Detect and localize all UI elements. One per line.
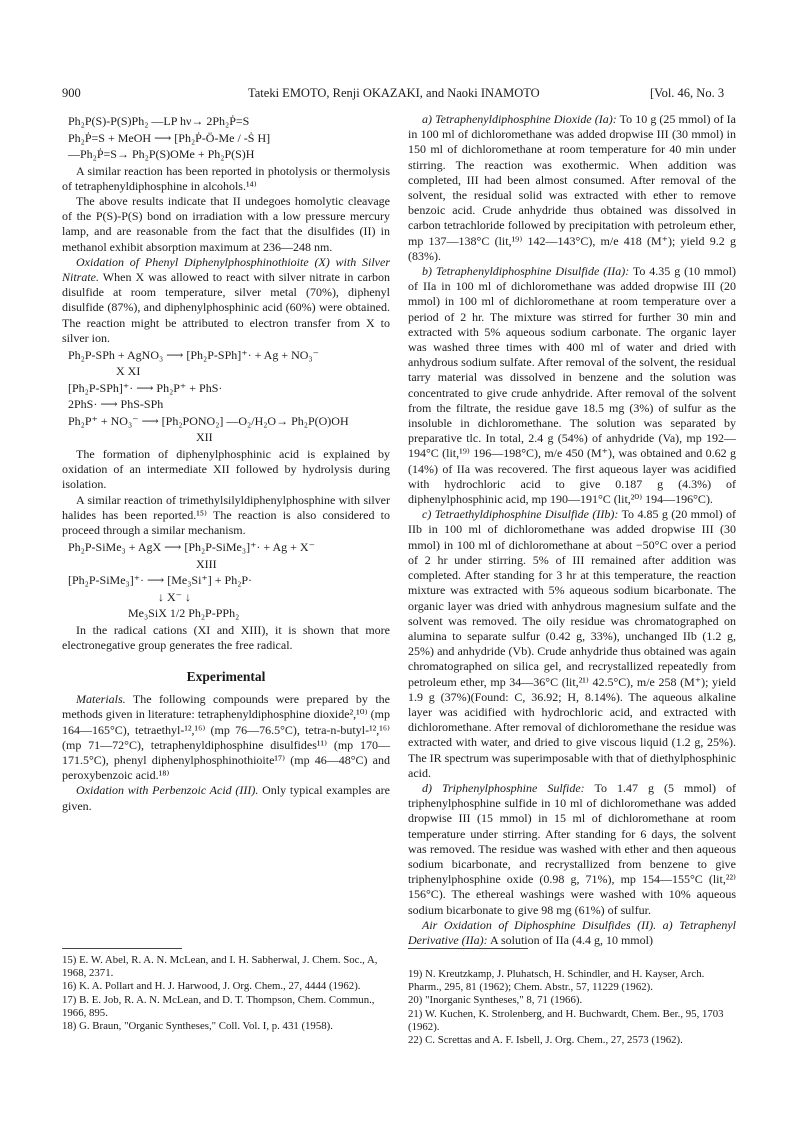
paragraph-perbenzoic — [62, 783, 390, 813]
paragraph-formation: The formation of diphenylphosphinic acid is explained by oxidation of an intermediate XII followed by hydrolysis during isolation. — [62, 446, 390, 492]
subheading-oxidation-x: Oxidation of Phenyl Diphenylphosphinothioite (X) with Silver Nitrate. — [62, 254, 390, 284]
subheading-triphenyl: d) Triphenylphosphine Sulfide: — [422, 780, 585, 795]
paragraph-ia — [408, 112, 736, 264]
equation-9: [Ph₂P-SiMe₃]⁺· ⟶ [Me₃Si⁺] + Ph₂P· — [68, 573, 253, 588]
footnote-21: 21) W. Kuchen, K. Strolenberg, and H. Buchwardt, Chem. Ber., 95, 1703 (1962). — [408, 1007, 724, 1033]
paragraph-photolysis: A similar reaction has been reported in photolysis or thermolysis of tetraphenyldiphosphine in alcohols.¹⁴⁾ — [62, 163, 390, 193]
paragraph-oxidation-x-body: When X was allowed to react with silver nitrate in carbon disulfide at room temperature, silver metal (70%), diphenyl disulfide (87%), and diphenylphosphinic acid (60%) were obtained. The reaction might be attributed to electron transfer from X to silver ion. — [62, 269, 390, 345]
subheading-iia: b) Tetraphenyldiphosphine Disulfide (IIa): — [422, 264, 630, 279]
paragraph-perbenzoic-body: Only typical examples are given. — [62, 783, 390, 813]
equation-7: Ph₂P⁺ + NO₃⁻ ⟶ [Ph₂PONO₂] —O₂/H₂O→ Ph₂P(O)OH — [68, 413, 349, 428]
equation-3: —Ph₂Ṗ=S→ Ph₂P(S)OMe + Ph₂P(S)H — [68, 147, 255, 161]
paragraph-homolytic: The above results indicate that II undegoes homolytic cleavage of the P(S)-P(S) bond on irradiation with a low pressure mercury lamp, and are reasonable from the fact that the disulfides (II) in methanol exhibit absorption maximum at 236—248 nm. — [62, 193, 390, 254]
footnote-15: 15) E. W. Abel, R. A. N. McLean, and I. H. Sabherwal, J. Chem. Soc., A, 1968, 2371. — [62, 954, 378, 980]
paragraph-materials-body: The following compounds were prepared by the methods given in literature: tetraphenyldiphosphine dioxide²,¹⁰⁾ (mp 164—165°C), tetraethyl-¹²,¹⁶⁾ (mp 76—76.5°C), tetra-n-butyl-¹²,¹⁶⁾ (mp 71—72°C), tetraphenyldiphosphine disulfides¹¹⁾ (mp 170—171.5°C), phenyl diphenylphosphinothioite¹⁷⁾ (mp 46—48°C) and peroxybenzoic acid.¹⁸⁾ — [62, 692, 390, 783]
paragraph-iia-body: To 4.35 g (10 mmol) of IIa in 100 ml of dichloromethane was added dropwise III (20 mmol) in 100 ml of dichloromethane at room temperature over a period of 2 hr. The mixture was stirred for further 30 min and extracted with 5% aqueous sodium carbonate. The organic layer was washed three times with 400 ml of water and dried with anhydrous sodium sulfate. After removal of the solvent, the residual tarry material was dissolved in benzene and the solution was concentrated to give crude anhydride. After removal of the solvent from the filtrate, the residue gave 18.5 mg (3%) of sulfur as the insoluble in dichloromethane. The solution was separated by preparative tlc. In total, 2.4 g (54%) of anhydride (Va), mp 192—194°C (lit,¹⁹⁾ 196—198°C), m/e 450 (M⁺), was obtained and 0.62 g (14%) of IIa was recovered. The first aqueous layer was acidified with hydrochloric acid to give 0.187 g (4.3%) of diphenylphosphinic acid, mp 190—191°C (lit,²⁰⁾ 194—196°C). — [408, 264, 736, 507]
paragraph-iia — [408, 264, 736, 507]
footnote-18: 18) G. Braun, "Organic Syntheses," Coll. Vol. I, p. 431 (1958). — [62, 1020, 333, 1033]
footnotes-right — [408, 968, 736, 1047]
section-heading-experimental: Experimental — [186, 669, 266, 685]
paragraph-materials — [62, 692, 390, 783]
subheading-iib: c) Tetraethyldiphosphine Disulfide (IIb): — [422, 507, 619, 522]
subheading-ia: a) Tetraphenyldiphosphine Dioxide (Ia): — [422, 112, 617, 126]
equation-8: Ph₂P-SiMe₃ + AgX ⟶ [Ph₂P-SiMe₃]⁺· + Ag + X⁻ — [68, 540, 315, 555]
equation-2: Ph₂Ṗ=S + MeOH ⟶ [Ph₂Ṗ-Ö-Me / -Ṡ H] — [68, 130, 271, 145]
equation-7-label: XII — [196, 430, 213, 445]
paragraph-triphenyl-body: To 1.47 g (5 mmol) of triphenylphosphine sulfide in 10 ml of dichloromethane was added dropwise III (15 mmol) in 15 ml of dichloromethane at room temperature under stirring. After standing for 6 days, the solvent was removed. The residue was washed with ether and then aqueous sodium bicarbonate, and recrystallized from benzene to give triphenylphosphine oxide (0.98 g, 71%), mp 154—155°C (lit,²²⁾ 156°C). The ethereal washings were washed with 10% aqueous sodium bicarbonate to give 98 mg (61%) of sulfur. — [408, 780, 736, 917]
footnotes-left — [62, 954, 390, 1033]
footnote-17: 17) B. E. Job, R. A. N. McLean, and D. T. Thompson, Chem. Commun., 1966, 895. — [62, 993, 375, 1019]
paragraph-oxidation-x — [62, 255, 390, 346]
subheading-materials: Materials. — [76, 692, 126, 707]
equation-6: 2PhS· ⟶ PhS-SPh — [68, 397, 164, 412]
subheading-air-oxidation: Air Oxidation of Diphosphine Disulfides (II). a) Tetraphenyl Derivative (IIa): — [408, 917, 736, 947]
footnote-16: 16) K. A. Pollart and H. J. Harwood, J. Org. Chem., 27, 4444 (1962). — [62, 980, 361, 993]
footnote-20: 20) "Inorganic Syntheses," 8, 71 (1966). — [408, 994, 583, 1007]
subheading-perbenzoic: Oxidation with Perbenzoic Acid (III). — [76, 783, 259, 798]
paragraph-air-oxidation — [408, 918, 736, 948]
running-authors: Tateki EMOTO, Renji OKAZAKI, and Naoki INAMOTO — [248, 86, 540, 100]
equation-4: Ph₂P-SPh + AgNO₃ ⟶ [Ph₂P-SPh]⁺· + Ag + NO₃⁻ — [68, 347, 319, 362]
right-column — [408, 112, 736, 948]
equation-10: ↓ X⁻ ↓ — [158, 589, 191, 604]
page-number: 900 — [62, 86, 81, 100]
paragraph-iib — [408, 507, 736, 781]
paragraph-radical-cations: In the radical cations (XI and XIII), it is shown that more electronegative group generates the free radical. — [62, 622, 390, 652]
paragraph-triphenyl — [408, 781, 736, 918]
left-column — [62, 112, 390, 814]
footnote-22: 22) C. Screttas and A. F. Isbell, J. Org. Chem., 27, 2573 (1962). — [408, 1034, 683, 1047]
paragraph-iib-body: To 4.85 g (20 mmol) of IIb in 100 ml of dichloromethane was added dropwise III (30 mmol) in 100 ml of dichloromethane at about −50°C over a period of 2 hr under stirring. 5% of III remained after addition was completed. After standing for 3 hr at this temperature, the reaction mixture was extracted with 5% aqueous sodium bicarbonate. The organic layer was dried with anhydrous magnesium sulfate and the solvent was removed. The oily residue was chromatographed on alumina to separate sulfur (0.42 g, 33%), unchanged IIb (1.2 g, 25%) and anhydride (Vb). Crude anhydride thus obtained was again chromatographed on silica gel, and recrystallized repeatedly from petroleum ether, mp 34—36°C (lit,²¹⁾ 42.5°C), m/e 258 (M⁺); yield 1.9 g (37%)(Found: C, 36.92; H, 8.14%). The aqueous alkaline layer was acidified with hydrochloric acid, and extracted with dichloromethane. After removal of dichloromethane the residue was extracted with water, and dried to give viscous liquid (1.2 g, 25%). The IR spectrum was superimposable with that of diethylphosphinic acid. — [408, 507, 737, 780]
equation-1: Ph₂P(S)-P(S)Ph₂ —LP hν→ 2Ph₂Ṗ=S — [68, 114, 250, 128]
volume-info: [Vol. 46, No. 3 — [650, 86, 725, 100]
paragraph-silyl: A similar reaction of trimethylsilyldiphenylphosphine with silver halides has been reported.¹⁵⁾ The reaction is also considered to proceed through a similar mechanism. — [62, 492, 390, 537]
equation-11: Me₃SiX 1/2 Ph₂P-PPh₂ — [128, 606, 240, 621]
equation-5: [Ph₂P-SPh]⁺· ⟶ Ph₂P⁺ + PhS· — [68, 380, 223, 395]
paragraph-ia-body: To 10 g (25 mmol) of Ia in 100 ml of dichloromethane was added dropwise III (30 mmol) in 150 ml of dichloromethane at room temperature for 40 min under stirring. The reaction was exothermic. When addition was completed, III had been almost consumed. After removal of the solvent, the residual solid was extracted with ether to remove benzoic acid. Crude anhydride thus obtained was dissolved in carbon tetrachloride followed by precipitation with petroleum ether, mp 137—138°C (lit,¹⁹⁾ 142—143°C), m/e 418 (M⁺); yield 9.2 g (83%). — [408, 112, 736, 263]
equation-8-label: XIII — [196, 556, 217, 571]
footnote-19: 19) N. Kreutzkamp, J. Pluhatsch, H. Schindler, and H. Kayser, Arch. Pharm., 295, 81 (1962); Chem. Abstr., 57, 11229 (1962). — [408, 968, 705, 994]
equation-4-labels: X XI — [116, 364, 141, 379]
footnote-rule-left — [62, 948, 182, 949]
footnote-rule-right — [408, 948, 528, 949]
paragraph-air-oxidation-body: A solution of IIa (4.4 g, 10 mmol) — [489, 932, 653, 947]
